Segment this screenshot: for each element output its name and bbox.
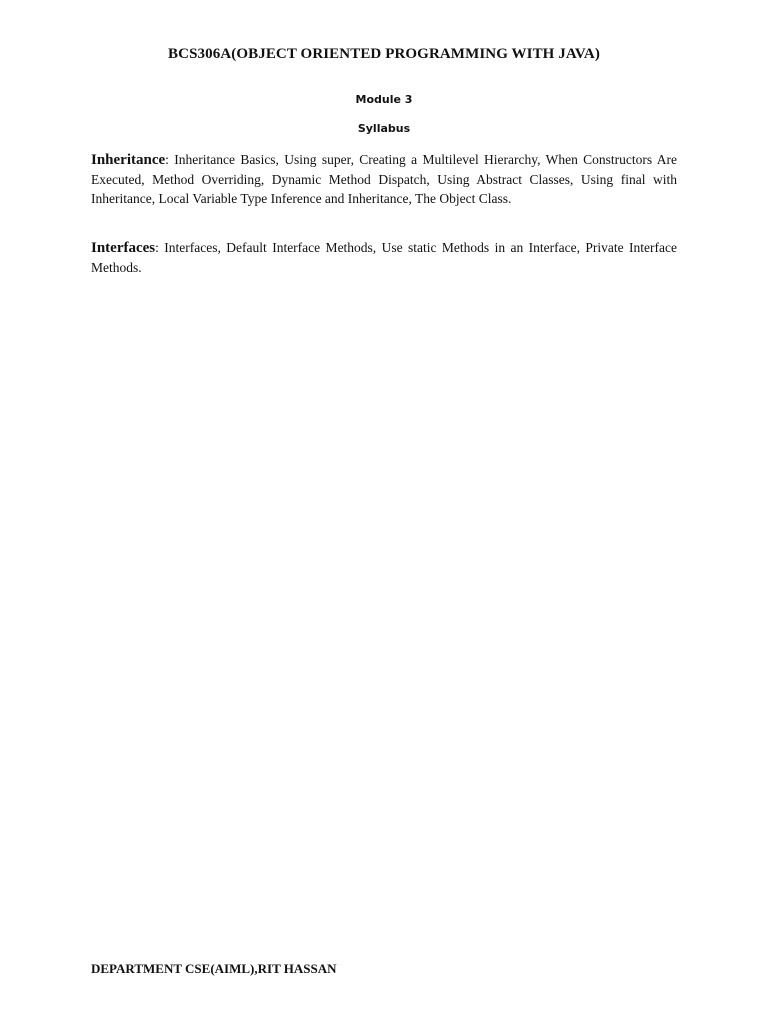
topic-description: : Interfaces, Default Interface Methods, Use static Methods in an Interface, Private Interface Methods.	[91, 240, 677, 275]
page-footer: DEPARTMENT CSE(AIML),RIT HASSAN	[91, 961, 337, 976]
course-header: BCS306A(OBJECT ORIENTED PROGRAMMING WITH JAVA)	[168, 46, 600, 62]
topic-term: Inheritance	[91, 152, 166, 168]
topic-inheritance	[91, 150, 677, 208]
section-title: Syllabus	[357, 122, 411, 135]
topic-interfaces	[91, 238, 677, 277]
topic-term: Interfaces	[91, 240, 156, 256]
topic-description: : Inheritance Basics, Using super, Creating a Multilevel Hierarchy, When Constructors Are Executed, Method Overriding, Dynamic Method Dispatch, Using Abstract Classes, Using final with Inheritance, Local Variable Type Inference and Inheritance, The Object Class.	[91, 152, 677, 206]
module-title: Module 3	[355, 93, 413, 106]
